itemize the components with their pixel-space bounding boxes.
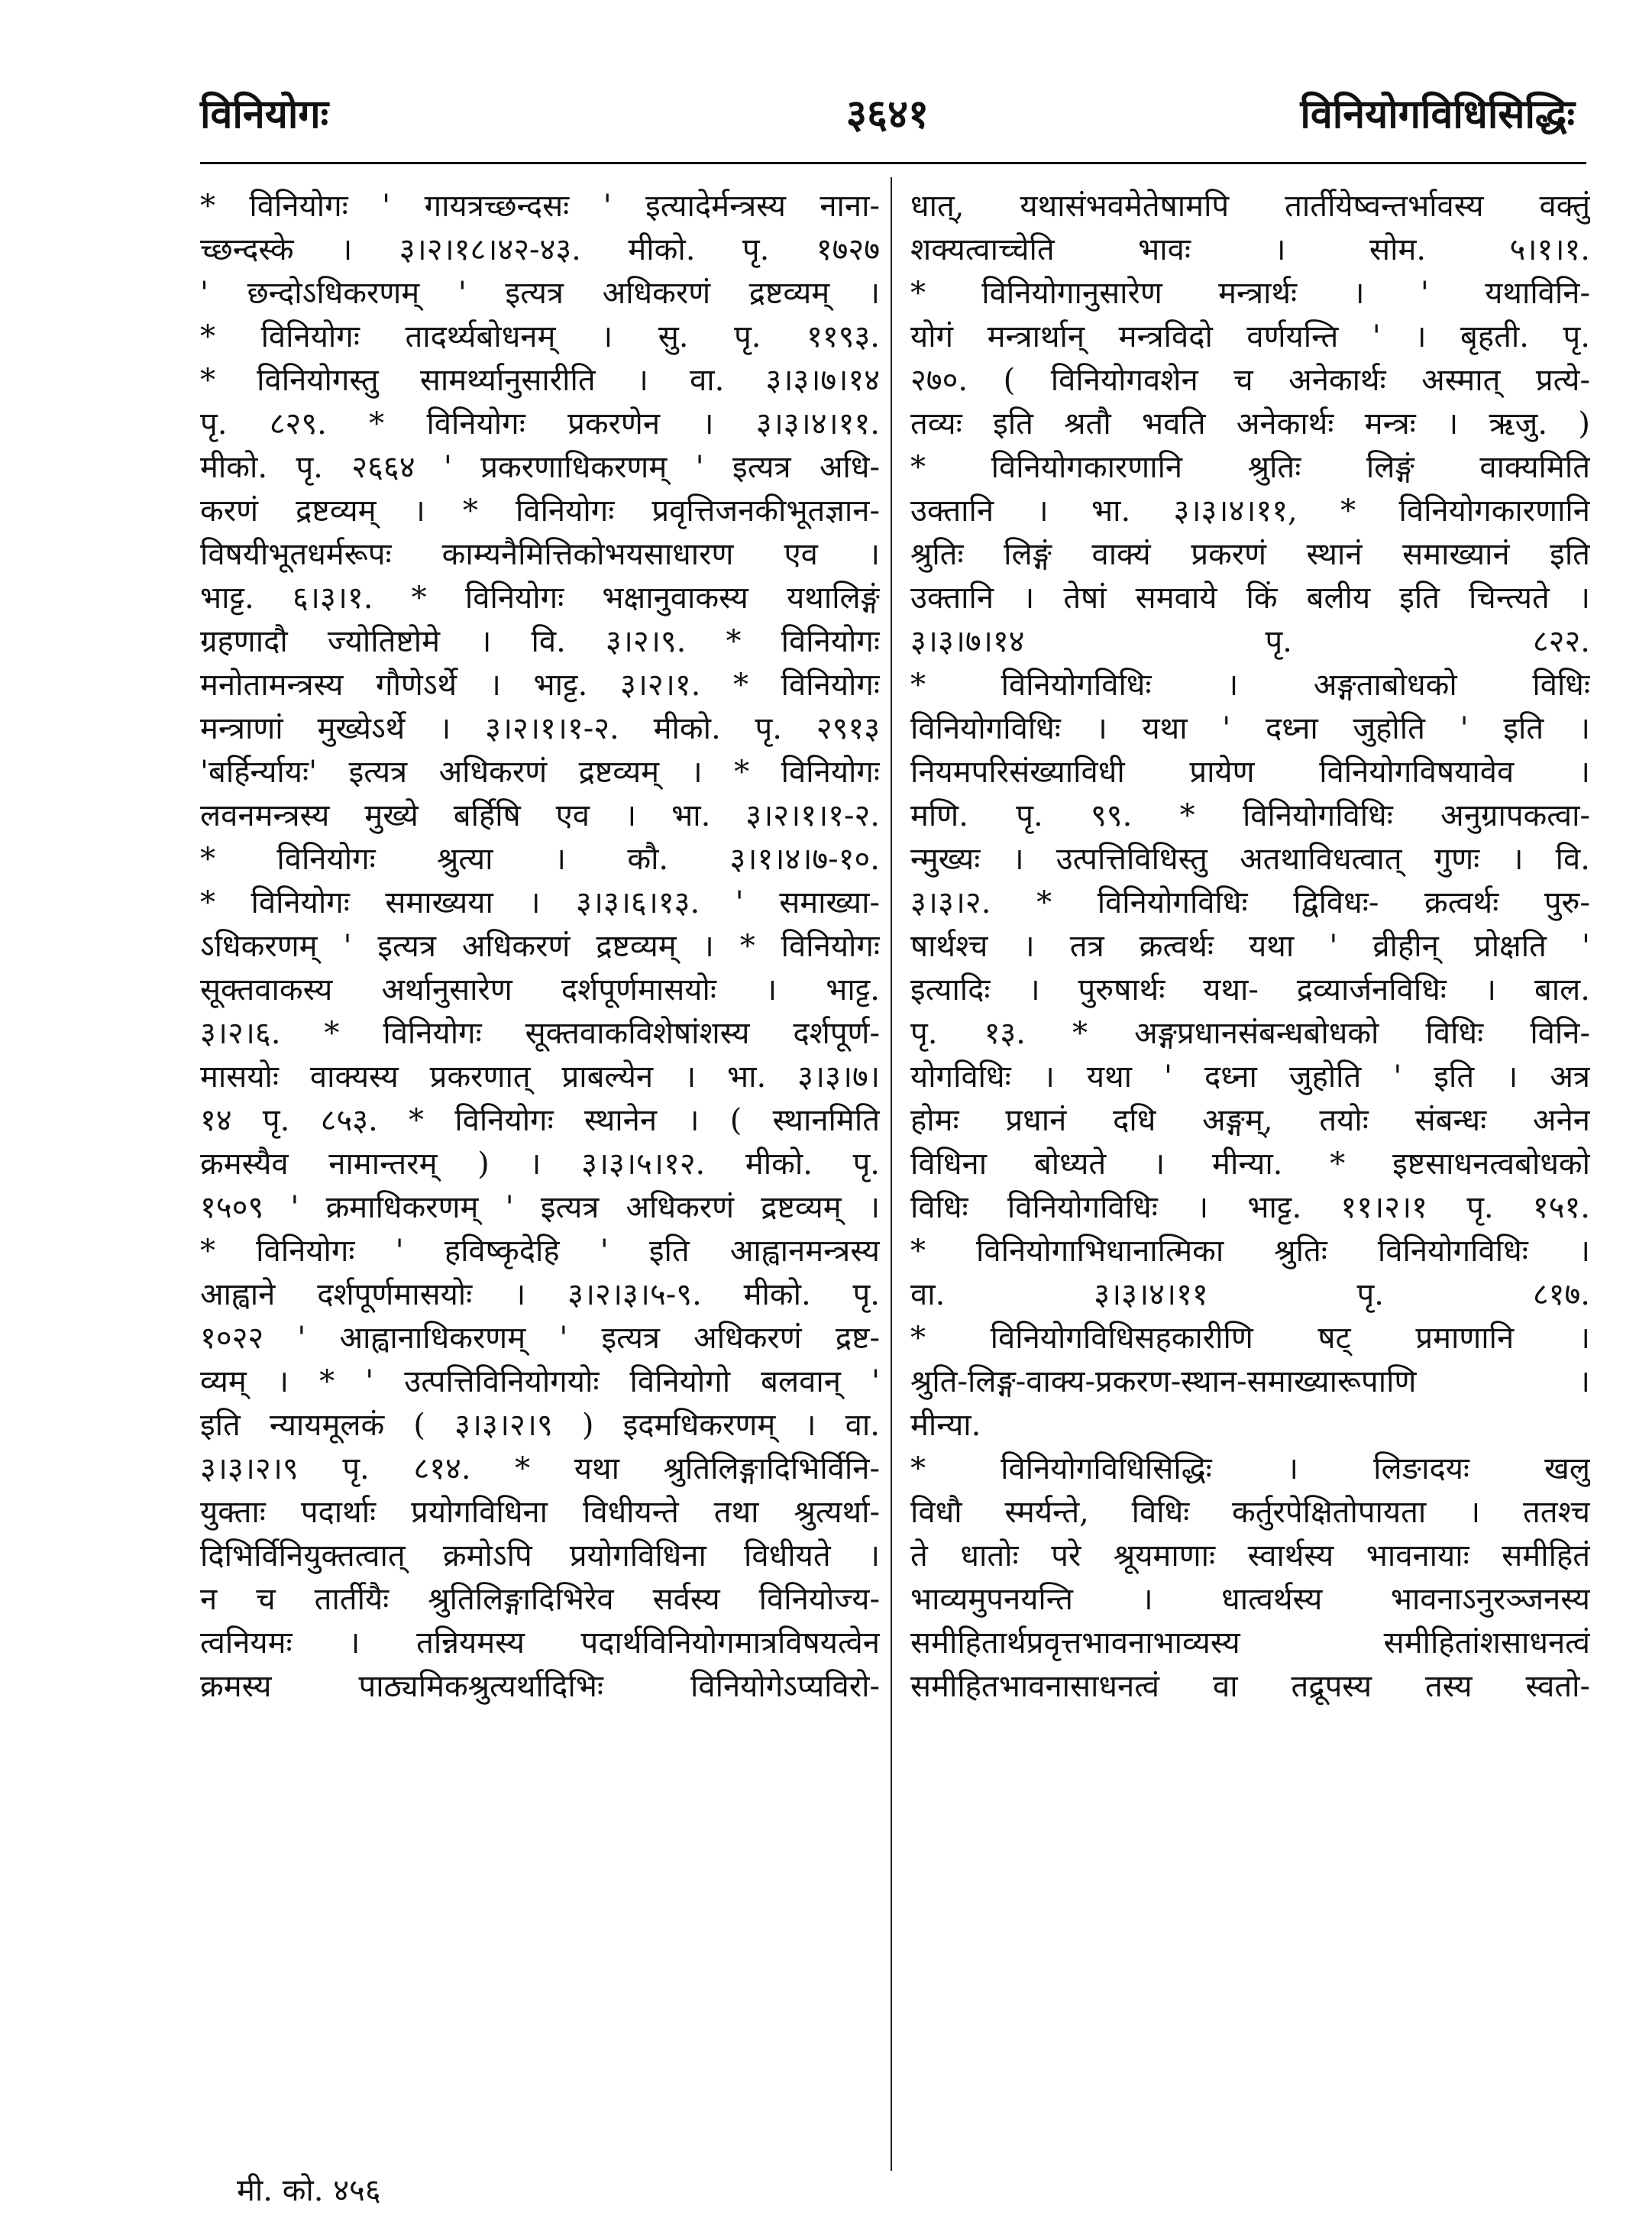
text-line: योगं मन्त्रार्थान् मन्त्रविदो वर्णयन्ति ' । बृहती. पृ. — [910, 319, 1590, 354]
page-number: ३६४१ — [845, 91, 929, 137]
text-line: पृ. ८२९. * विनियोगः प्रकरणेन । ३।३।४।११. — [200, 406, 880, 441]
text-line: * विनियोगानुसारेण मन्त्रार्थः । ' यथाविनि- — [910, 276, 1590, 311]
header-rule — [200, 162, 1586, 164]
text-line: न्मुख्यः । उत्पत्तिविधिस्तु अतथाविधत्वात् गुणः । वि. — [910, 842, 1590, 877]
text-line: योगविधिः । यथा ' दध्ना जुहोति ' इति । अत्र — [910, 1059, 1590, 1095]
text-line: उक्तानि । भा. ३।३।४।११, * विनियोगकारणानि — [910, 493, 1590, 529]
text-line: क्रमस्यैव नामान्तरम् ) । ३।३।५।१२. मीको. पृ. — [200, 1146, 880, 1182]
text-line: * विनियोगः समाख्यया । ३।३।६।१३. ' समाख्या- — [200, 885, 880, 920]
page-header — [200, 86, 1575, 139]
text-line: मीको. पृ. २६६४ ' प्रकरणाधिकरणम् ' इत्यत्र अधि- — [200, 450, 880, 485]
text-line: भाव्यमुपनयन्ति । धात्वर्थस्य भावनाऽनुरञ्जनस्य — [910, 1582, 1590, 1617]
text-line: व्यम् । * ' उत्पत्तिविनियोगयोः विनियोगो बलवान् ' — [200, 1364, 880, 1399]
text-line: * विनियोगः ' हविष्कृदेहि ' इति आह्वानमन्त्रस्य — [200, 1234, 880, 1269]
text-line: विषयीभूतधर्मरूपः काम्यनैमित्तिकोभयसाधारण एव । — [200, 537, 880, 572]
text-line: 'बर्हिर्न्यायः' इत्यत्र अधिकरणं द्रष्टव्यम् । * विनियोगः — [200, 755, 880, 790]
text-line: * विनियोगः ' गायत्रच्छन्दसः ' इत्यादेर्मन्त्रस्य नाना- — [200, 189, 880, 224]
text-line: ग्रहणादौ ज्योतिष्टोमे । वि. ३।२।९. * विनियोगः — [200, 624, 880, 659]
text-line: * विनियोगः श्रुत्या । कौ. ३।१।४।७-१०. — [200, 842, 880, 877]
text-line: वा. ३।३।४।११ पृ. ८१७. — [910, 1277, 1590, 1312]
text-line: * विनियोगस्तु सामर्थ्यानुसारीति । वा. ३।३।७।१४ — [200, 363, 880, 398]
text-line: दिभिर्विनियुक्तत्वात् क्रमोऽपि प्रयोगविधिना विधीयते । — [200, 1538, 880, 1573]
text-line: च्छन्दस्के । ३।२।१८।४२-४३. मीको. पृ. १७२७ — [200, 232, 880, 267]
text-line: १४ पृ. ८५३. * विनियोगः स्थानेन । ( स्थानमिति — [200, 1103, 880, 1138]
page-footer-signature: मी. को. ४५६ — [237, 2173, 381, 2208]
text-line: करणं द्रष्टव्यम् । * विनियोगः प्रवृत्तिजनकीभूतज्ञान- — [200, 493, 880, 529]
text-line: ३।३।७।१४ पृ. ८२२. — [910, 624, 1590, 659]
text-line: धात्, यथासंभवमेतेषामपि तार्तीयेष्वन्तर्भावस्य वक्तुं — [910, 189, 1590, 224]
left-column — [200, 185, 880, 1709]
text-line: * विनियोगविधिसहकारीणि षट् प्रमाणानि । — [910, 1321, 1590, 1356]
text-line: भाट्ट. ६।३।१. * विनियोगः भक्षानुवाकस्य यथालिङ्गं — [200, 581, 880, 616]
text-line: क्रमस्य पाठ्यमिकश्रुत्यर्थादिभिः विनियोगेऽप्यविरो- — [200, 1669, 880, 1704]
text-line: विधिना बोध्यते । मीन्या. * इष्टसाधनत्वबोधको — [910, 1146, 1590, 1182]
text-line: नियमपरिसंख्याविधी प्रायेण विनियोगविषयावेव । — [910, 755, 1590, 790]
text-line: समीहितभावनासाधनत्वं वा तद्रूपस्य तस्य स्वतो- — [910, 1669, 1590, 1704]
text-line: * विनियोगविधिसिद्धिः । लिङादयः खलु — [910, 1451, 1590, 1486]
text-line: न च तार्तीयैः श्रुतिलिङ्गादिभिरेव सर्वस्य विनियोज्य- — [200, 1582, 880, 1617]
text-line: * विनियोगः तादर्थ्यबोधनम् । सु. पृ. ११९३. — [200, 319, 880, 354]
text-line: इत्यादिः । पुरुषार्थः यथा- द्रव्यार्जनविधिः । बाल. — [910, 972, 1590, 1007]
text-line: * विनियोगाभिधानात्मिका श्रुतिः विनियोगविधिः । — [910, 1234, 1590, 1269]
text-line: मणि. पृ. ९९. * विनियोगविधिः अनुग्रापकत्वा- — [910, 798, 1590, 833]
text-line: विनियोगविधिः । यथा ' दध्ना जुहोति ' इति । — [910, 711, 1590, 746]
text-line: ३।२।६. * विनियोगः सूक्तवाकविशेषांशस्य दर्शपूर्ण- — [200, 1016, 880, 1051]
text-line: आह्वाने दर्शपूर्णमासयोः । ३।२।३।५-९. मीको. पृ. — [200, 1277, 880, 1312]
text-line: ते धातोः परे श्रूयमाणाः स्वार्थस्य भावनायाः समीहितं — [910, 1538, 1590, 1573]
text-line: मासयोः वाक्यस्य प्रकरणात् प्राबल्येन । भा. ३।३।७। — [200, 1059, 880, 1095]
text-line: इति न्यायमूलकं ( ३।३।२।९ ) इदमधिकरणम् । वा. — [200, 1408, 880, 1443]
text-line: श्रुतिः लिङ्गं वाक्यं प्रकरणं स्थानं समाख्यानं इति — [910, 537, 1590, 572]
text-line: मनोतामन्त्रस्य गौणेऽर्थे । भाट्ट. ३।२।१. * विनियोगः — [200, 668, 880, 703]
text-line: ३।३।२. * विनियोगविधिः द्विविधः- क्रत्वर्थः पुरु- — [910, 885, 1590, 920]
header-left-guide-word: विनियोगः — [200, 91, 329, 137]
text-line: शक्यत्वाच्चेति भावः । सोम. ५।१।१. — [910, 232, 1590, 267]
text-line: पृ. १३. * अङ्गप्रधानसंबन्धबोधको विधिः विनि- — [910, 1016, 1590, 1051]
text-line: उक्तानि । तेषां समवाये किं बलीय इति चिन्त्यते । — [910, 581, 1590, 616]
text-line: ऽधिकरणम् ' इत्यत्र अधिकरणं द्रष्टव्यम् । * विनियोगः — [200, 929, 880, 964]
text-line: मन्त्राणां मुख्येऽर्थे । ३।२।१।१-२. मीको. पृ. २९१३ — [200, 711, 880, 746]
text-line: २७०. ( विनियोगवशेन च अनेकार्थः अस्मात् प्रत्ये- — [910, 363, 1590, 398]
column-divider — [891, 177, 892, 2171]
text-line: ३।३।२।९ पृ. ८१४. * यथा श्रुतिलिङ्गादिभिर्विनि- — [200, 1451, 880, 1486]
text-line: त्वनियमः । तन्नियमस्य पदार्थविनियोगमात्रविषयत्वेन — [200, 1625, 880, 1661]
text-line: लवनमन्त्रस्य मुख्ये बर्हिषि एव । भा. ३।२।१।१-२. — [200, 798, 880, 833]
text-line: समीहितार्थप्रवृत्तभावनाभाव्यस्य समीहितांशसाधनत्वं — [910, 1625, 1590, 1661]
text-line: मीन्या. — [910, 1408, 981, 1443]
text-line: विधौ स्मर्यन्ते, विधिः कर्तुरपेक्षितोपायता । ततश्च — [910, 1495, 1590, 1530]
header-right-guide-word: विनियोगविधिसिद्धिः — [1300, 91, 1575, 137]
text-line: * विनियोगकारणानि श्रुतिः लिङ्गं वाक्यमिति — [910, 450, 1590, 485]
text-line: १५०९ ' क्रमाधिकरणम् ' इत्यत्र अधिकरणं द्रष्टव्यम् । — [200, 1190, 880, 1225]
text-line: विधिः विनियोगविधिः । भाट्ट. ११।२।१ पृ. १५१. — [910, 1190, 1590, 1225]
text-line: युक्ताः पदार्थाः प्रयोगविधिना विधीयन्ते तथा श्रुत्यर्था- — [200, 1495, 880, 1530]
text-line: श्रुति-लिङ्ग-वाक्य-प्रकरण-स्थान-समाख्यारूपाणि । — [910, 1364, 1590, 1399]
text-line: होमः प्रधानं दधि अङ्गम्, तयोः संबन्धः अनेन — [910, 1103, 1590, 1138]
text-line: १०२२ ' आह्वानाधिकरणम् ' इत्यत्र अधिकरणं द्रष्ट- — [200, 1321, 880, 1356]
text-line: सूक्तवाकस्य अर्थानुसारेण दर्शपूर्णमासयोः । भाट्ट. — [200, 972, 880, 1007]
text-line: तव्यः इति श्रतौ भवति अनेकार्थः मन्त्रः । ऋजु. ) — [910, 406, 1590, 441]
right-column — [910, 185, 1590, 1709]
text-line: ' छन्दोऽधिकरणम् ' इत्यत्र अधिकरणं द्रष्टव्यम् । — [200, 276, 880, 311]
text-line: षार्थश्च । तत्र क्रत्वर्थः यथा ' व्रीहीन् प्रोक्षति ' — [910, 929, 1590, 964]
text-line: * विनियोगविधिः । अङ्गताबोधको विधिः — [910, 668, 1590, 703]
